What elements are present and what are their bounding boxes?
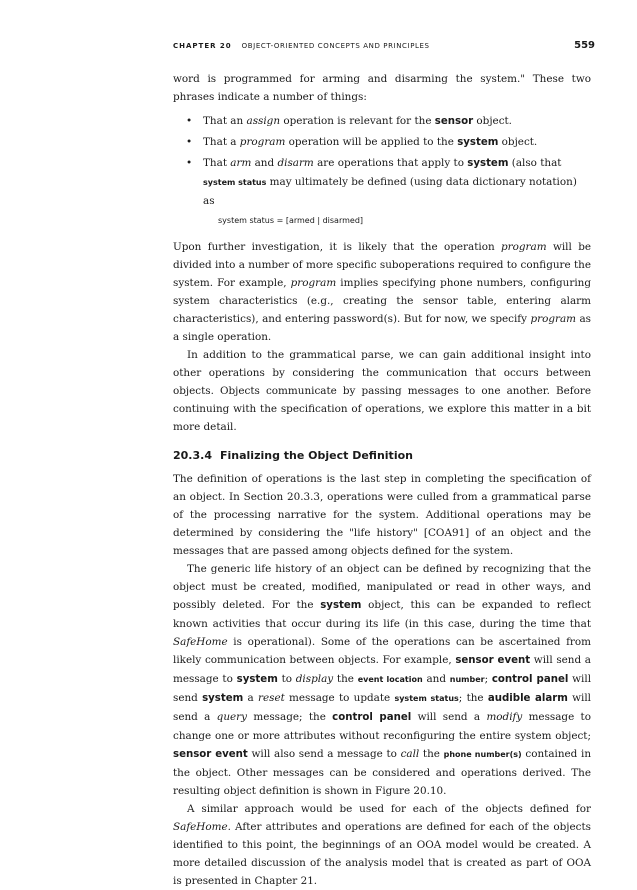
section-title: Finalizing the Object Definition (219, 449, 413, 462)
list-item: • That arm and disarm are operations that apply to system (also that system status may ultimately be defined (using data dictionary notation) as (173, 154, 591, 210)
chapter-label: CHAPTER 20 (173, 42, 232, 50)
chapter-title: OBJECT-ORIENTED CONCEPTS AND PRINCIPLES (241, 42, 430, 50)
paragraph-investigation: Upon further investigation, it is likely that the operation program will be divided into a number of more specific suboperations required to configure the system. For example, program implies specifying phone numbers, configuring system characteristics (e.g., creating the sensor table, entering alarm characteristics), and entering password(s). But for now, we specify program as a single operation. (173, 241, 591, 343)
intro-paragraph: word is programmed for arming and disarming the system." These two phrases indicate a number of things: (173, 73, 591, 103)
body-text (173, 70, 591, 890)
section-heading (173, 447, 591, 465)
list-item: • That a program operation will be applied to the system object. (173, 133, 591, 152)
running-header (173, 40, 595, 56)
paragraph-definition: The definition of operations is the last step in completing the specification of an object. In Section 20.3.3, operations were culled from a grammatical parse of the processing narrative for the system. Additional operations may be determined by considering the "life history" [COA91] of an object and the messages that are passed among objects defined for the system. (173, 473, 591, 557)
page-number: 559 (574, 40, 595, 51)
paragraph-life-history: The generic life history of an object can be defined by recognizing that the object must be created, modified, manipulated or read in other ways, and possibly deleted. For the system object, this can be expanded to reflect known activities that occur during its life (in this case, during the time that SafeHome is operational). Some of the operations can be ascertained from likely communication between objects. For example, sensor event will send a message to system to display the event location and number; control panel will send system a reset message to update system status; the audible alarm will send a query message; the control panel will send a modify message to change one or more attributes without reconfiguring the entire system object; sensor event will also send a message to call the phone number(s) contained in the object. Other messages can be considered and operations derived. The resulting object definition is shown in Figure 20.10. (173, 563, 592, 797)
data-dictionary-definition: system status = [armed | disarmed] (218, 216, 364, 225)
paragraph-grammatical-parse: In addition to the grammatical parse, we can gain additional insight into other operations by considering the communication that occurs between objects. Objects communicate by passing messages to one another. Before continuing with the specification of operations, we explore this matter in a bit more detail. (173, 349, 591, 433)
paragraph-similar-approach: A similar approach would be used for each of the objects defined for SafeHome. After attributes and operations are defined for each of the objects identified to this point, the beginnings of an OOA model would be created. A more detailed discussion of the analysis model that is created as part of OOA is presented in Chapter 21. (173, 803, 591, 887)
list-item: • That an assign operation is relevant for the sensor object. (173, 112, 591, 131)
bullet-list (173, 112, 591, 210)
section-number: 20.3.4 (173, 449, 212, 462)
